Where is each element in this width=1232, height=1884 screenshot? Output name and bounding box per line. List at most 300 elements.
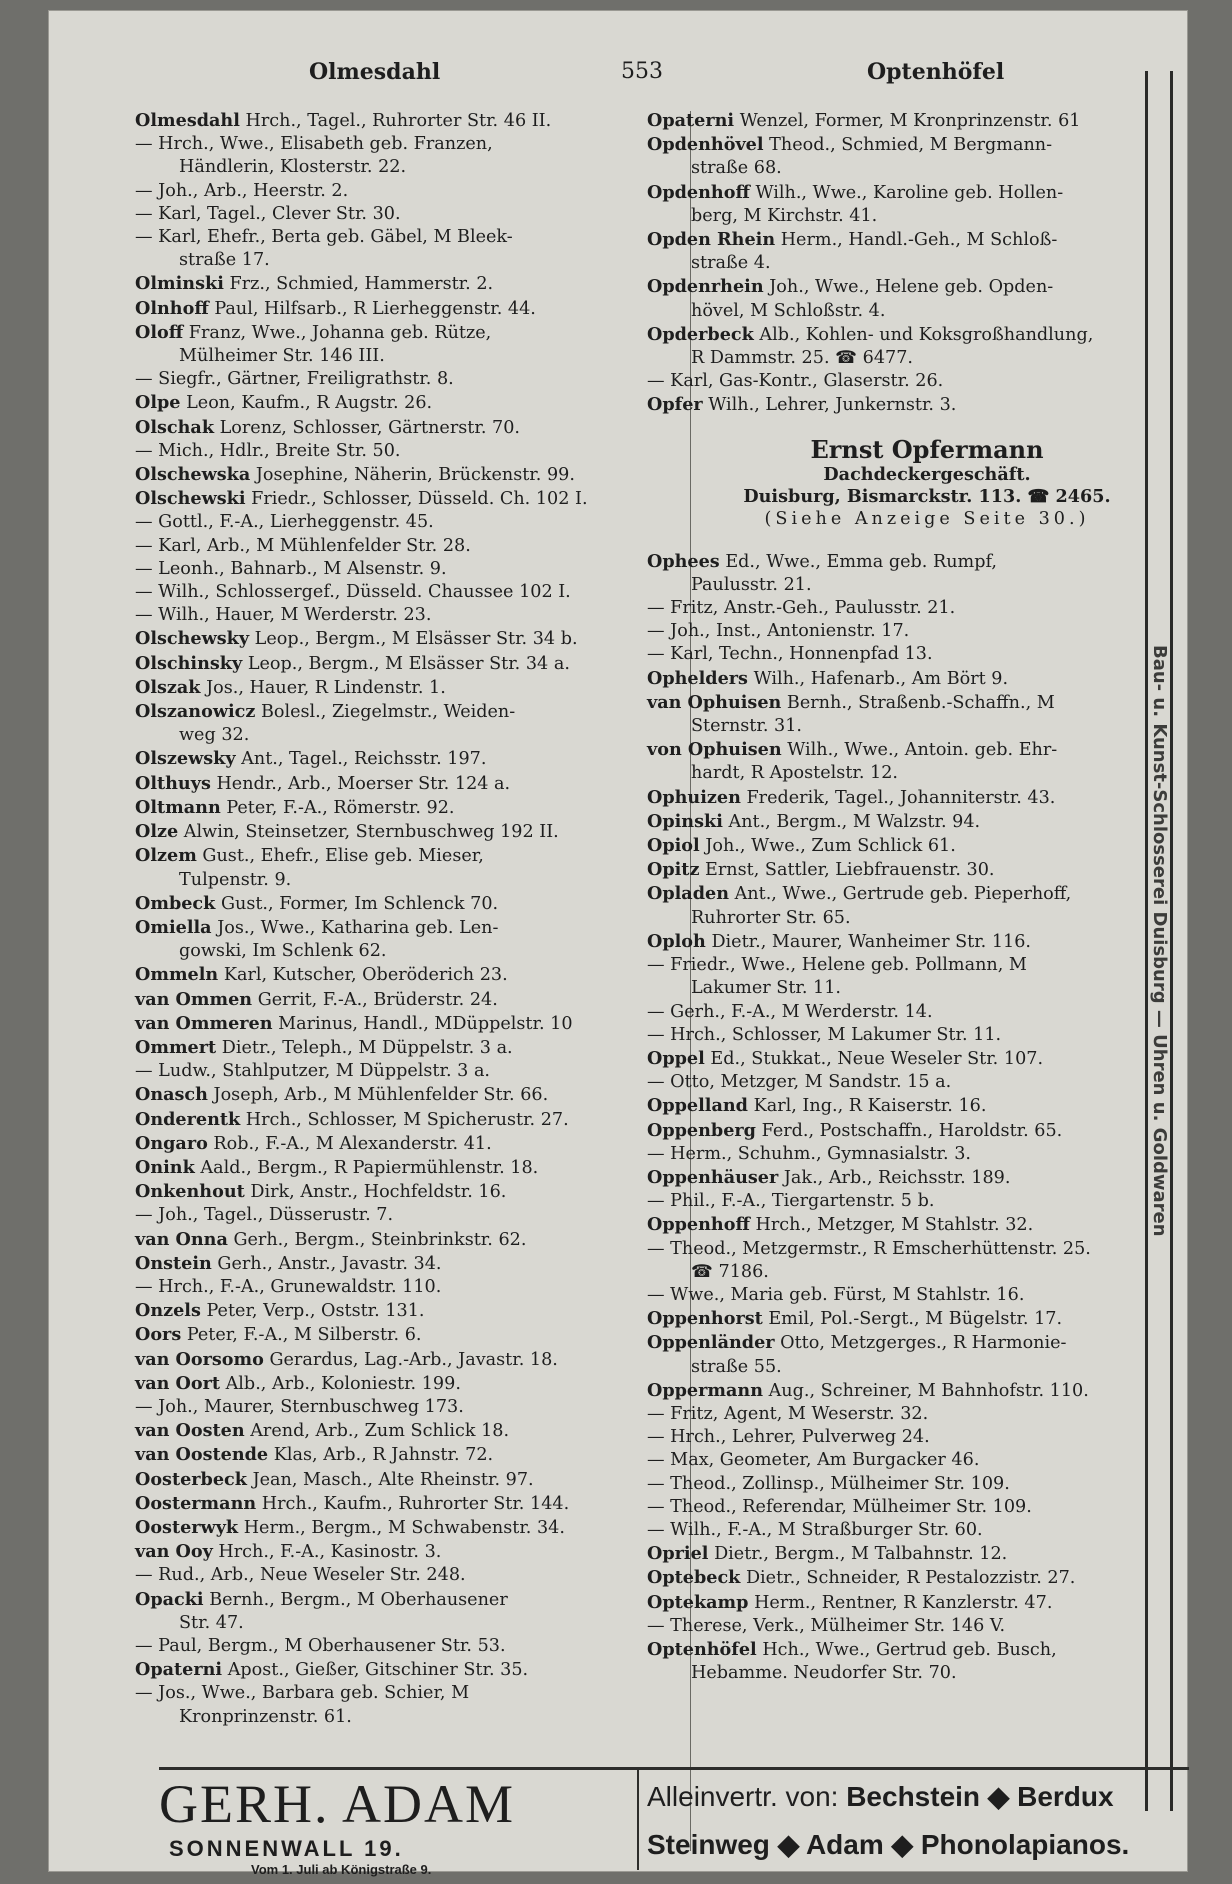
entry-details: Alb., Kohlen- und Koksgroßhandlung, xyxy=(759,324,1094,345)
directory-entry xyxy=(647,109,1207,133)
business-notice-box xyxy=(647,436,1207,530)
directory-entry xyxy=(135,700,695,724)
directory-entry xyxy=(135,1276,695,1299)
directory-entry xyxy=(135,581,695,604)
directory-entry xyxy=(647,597,1207,620)
entry-details: Bolesl., Ziegelmstr., Weiden- xyxy=(260,702,516,723)
directory-entry xyxy=(647,1143,1207,1166)
entry-surname: Oppermann xyxy=(647,1379,763,1401)
entry-details: Marinus, Handl., MDüppelstr. 10 xyxy=(278,1013,573,1034)
entry-details: Sternstr. 31. xyxy=(691,716,803,737)
directory-entry xyxy=(647,1024,1207,1047)
entry-surname: Oppelland xyxy=(647,1095,748,1117)
right-column xyxy=(647,109,1207,1685)
directory-entry xyxy=(135,1012,695,1036)
entry-details: Alb., Arb., Koloniestr. 199. xyxy=(225,1373,461,1394)
directory-entry xyxy=(135,1682,695,1705)
entry-details: Peter, F.-A., M Silberstr. 6. xyxy=(186,1325,422,1346)
directory-entry xyxy=(647,715,1207,738)
entry-surname: Onzels xyxy=(135,1300,201,1322)
directory-entry xyxy=(135,156,695,179)
header-right-keyword: Optenhöfel xyxy=(867,59,1005,85)
directory-entry xyxy=(135,1492,695,1516)
entry-details: Frederik, Tagel., Johanniterstr. 43. xyxy=(746,787,1056,808)
entry-surname: Opden Rhein xyxy=(647,229,776,251)
entry-details: weg 32. xyxy=(179,725,250,746)
entry-details: Tulpenstr. 9. xyxy=(179,869,292,890)
directory-entry xyxy=(647,762,1207,785)
entry-surname: van Oosten xyxy=(135,1420,245,1442)
entry-details: — Jos., Wwe., Barbara geb. Schier, M xyxy=(135,1683,470,1704)
entry-surname: Olmesdahl xyxy=(135,110,240,131)
entry-surname: Onstein xyxy=(135,1252,212,1274)
directory-entry xyxy=(647,667,1207,691)
entry-details: Dirk, Anstr., Hochfeldstr. 16. xyxy=(250,1182,507,1203)
entry-details: Gerh., Anstr., Javastr. 34. xyxy=(217,1253,442,1274)
ad-address: SONNENWALL 19. xyxy=(169,1836,404,1861)
directory-entry xyxy=(135,1036,695,1060)
directory-entry xyxy=(135,1516,695,1540)
directory-entry xyxy=(135,652,695,676)
directory-entry xyxy=(135,1323,695,1347)
entry-details: Lakumer Str. 11. xyxy=(691,978,842,999)
directory-entry xyxy=(647,550,1207,574)
directory-entry xyxy=(135,963,695,987)
directory-entry xyxy=(647,181,1207,205)
entry-surname: Optebeck xyxy=(647,1567,741,1589)
entry-details: — Joh., Maurer, Sternbuschweg 173. xyxy=(135,1396,464,1417)
entry-details: — Wwe., Maria geb. Fürst, M Stahlstr. 16. xyxy=(647,1284,1025,1305)
entry-details: Hrch., Tagel., Ruhrorter Str. 46 II. xyxy=(245,111,552,131)
entry-details: Händlerin, Klosterstr. 22. xyxy=(179,157,407,178)
directory-entry xyxy=(135,1612,695,1635)
entry-details: — Theod., Zollinsp., Mülheimer Str. 109. xyxy=(647,1473,1010,1494)
directory-entry xyxy=(135,180,695,203)
entry-details: Ant., Tagel., Reichsstr. 197. xyxy=(241,749,487,770)
entry-details: — Joh., Arb., Heerstr. 2. xyxy=(135,180,349,201)
entry-details: — Herm., Schuhm., Gymnasialstr. 3. xyxy=(647,1143,971,1164)
directory-entry xyxy=(135,676,695,700)
entry-details: Bernh., Bergm., M Oberhausener xyxy=(209,1589,508,1610)
entry-details: Bernh., Straßenb.-Schaffn., M xyxy=(786,692,1055,713)
directory-entry xyxy=(647,1638,1207,1662)
entry-details: Ernst, Sattler, Liebfrauenstr. 30. xyxy=(705,860,995,881)
directory-entry xyxy=(135,1083,695,1107)
left-column xyxy=(135,109,695,1729)
directory-entry xyxy=(135,604,695,627)
directory-entry xyxy=(647,370,1207,393)
directory-entry xyxy=(647,1496,1207,1519)
entry-details: — Theod., Referendar, Mülheimer Str. 109. xyxy=(647,1496,1032,1517)
entry-details: Hrch., F.-A., Kasinostr. 3. xyxy=(218,1542,442,1563)
entry-surname: Opdenrhein xyxy=(647,276,764,298)
entry-surname: Oppenhäuser xyxy=(647,1166,779,1188)
entry-surname: Oppenberg xyxy=(647,1119,756,1141)
entry-details: — Hrch., Lehrer, Pulverweg 24. xyxy=(647,1427,930,1448)
ad-line-2: Steinweg ◆ Adam ◆ Phonolapianos. xyxy=(647,1829,1130,1860)
entry-details: — Karl, Tagel., Clever Str. 30. xyxy=(135,203,401,224)
entry-details: — Mich., Hdlr., Breite Str. 50. xyxy=(135,440,401,461)
entry-details: — Otto, Metzger, M Sandstr. 15 a. xyxy=(647,1072,952,1093)
entry-surname: Oloff xyxy=(135,321,184,343)
entry-surname: Omiella xyxy=(135,916,212,938)
entry-details: Paulusstr. 21. xyxy=(691,574,812,595)
directory-entry xyxy=(647,1261,1207,1284)
directory-entry xyxy=(647,954,1207,977)
entry-surname: Ophelders xyxy=(647,667,748,689)
entry-details: — Wilh., Hauer, M Werderstr. 23. xyxy=(135,605,432,626)
entry-details: Otto, Metzgerges., R Harmonie- xyxy=(780,1333,1067,1354)
entry-surname: Olnhoff xyxy=(135,297,209,319)
entry-details: Aug., Schreiner, M Bahnhofstr. 110. xyxy=(768,1380,1089,1401)
directory-entry xyxy=(647,1331,1207,1355)
directory-entry xyxy=(647,1662,1207,1685)
entry-surname: Opdenhoff xyxy=(647,181,750,203)
directory-entry xyxy=(647,810,1207,834)
directory-entry xyxy=(647,1449,1207,1472)
directory-entry xyxy=(135,1372,695,1396)
entry-details: — Wilh., Schlossergef., Düsseld. Chaussee 102 I. xyxy=(135,582,571,603)
page-number: 553 xyxy=(621,59,663,84)
entry-details: — Max, Geometer, Am Burgacker 46. xyxy=(647,1450,980,1471)
directory-entry xyxy=(135,203,695,226)
entry-surname: Oltmann xyxy=(135,796,221,818)
directory-entry xyxy=(135,558,695,581)
directory-entry xyxy=(647,786,1207,810)
entry-surname: van Ommeren xyxy=(135,1012,273,1034)
entry-details: Arend, Arb., Zum Schlick 18. xyxy=(250,1421,510,1442)
entry-details: Leop., Bergm., M Elsässer Str. 34 a. xyxy=(247,653,570,674)
entry-details: Josephine, Näherin, Brückenstr. 99. xyxy=(255,465,575,486)
entry-surname: Oppenhorst xyxy=(647,1308,763,1330)
entry-surname: Oosterbeck xyxy=(135,1468,247,1490)
directory-entry xyxy=(135,272,695,296)
entry-surname: Olze xyxy=(135,821,179,843)
ad-line-1 xyxy=(647,1780,1114,1814)
directory-entry xyxy=(135,916,695,940)
entry-surname: Olszak xyxy=(135,676,201,698)
entry-details: Paul, Hilfsarb., R Lierheggenstr. 44. xyxy=(214,298,536,319)
entry-surname: Olschewski xyxy=(135,488,246,510)
directory-entry xyxy=(135,109,695,133)
entry-surname: Olschewska xyxy=(135,464,251,486)
entry-surname: Optekamp xyxy=(647,1591,749,1613)
directory-entry xyxy=(135,844,695,868)
directory-entry xyxy=(647,738,1207,762)
directory-entry xyxy=(135,1180,695,1204)
entry-details: Lorenz, Schlosser, Gärtnerstr. 70. xyxy=(219,417,520,438)
entry-details: — Ludw., Stahlputzer, M Düppelstr. 3 a. xyxy=(135,1061,491,1082)
entry-details: Wenzel, Former, M Kronprinzenstr. 61 xyxy=(739,111,1081,131)
entry-details: Wilh., Wwe., Antoin. geb. Ehr- xyxy=(787,740,1058,761)
directory-entry xyxy=(647,133,1207,157)
ad-note: Vom 1. Juli ab Königstraße 9. xyxy=(251,1862,432,1877)
directory-entry xyxy=(135,869,695,892)
directory-entry xyxy=(647,1519,1207,1542)
directory-entry xyxy=(135,1468,695,1492)
entry-details: Kronprinzenstr. 61. xyxy=(179,1706,352,1727)
entry-surname: Opriel xyxy=(647,1543,709,1565)
entry-details: — Hrch., F.-A., Grunewaldstr. 110. xyxy=(135,1276,442,1297)
directory-entry xyxy=(135,627,695,651)
directory-entry xyxy=(135,1635,695,1658)
entry-surname: Ommeln xyxy=(135,964,219,986)
footer-advertisement xyxy=(159,1767,1189,1877)
directory-entry xyxy=(647,1190,1207,1213)
entry-details: — Joh., Inst., Antonienstr. 17. xyxy=(647,621,910,642)
entry-surname: Onink xyxy=(135,1156,195,1178)
directory-entry xyxy=(135,1588,695,1612)
directory-entry xyxy=(647,1615,1207,1638)
entry-details: Hch., Wwe., Gertrud geb. Busch, xyxy=(762,1639,1057,1660)
header-left-keyword: Olmesdahl xyxy=(309,59,441,85)
directory-entry xyxy=(647,1284,1207,1307)
entry-details: — Leonh., Bahnarb., M Alsenstr. 9. xyxy=(135,558,447,579)
entry-details: Aald., Bergm., R Papiermühlenstr. 18. xyxy=(200,1157,539,1178)
entry-surname: Ommert xyxy=(135,1036,217,1058)
entry-details: Wilh., Hafenarb., Am Bört 9. xyxy=(753,668,1009,689)
directory-entry xyxy=(135,1060,695,1083)
entry-details: Joh., Wwe., Zum Schlick 61. xyxy=(705,836,956,857)
entry-details: Jean, Masch., Alte Rheinstr. 97. xyxy=(252,1469,534,1490)
entry-details: — Fritz, Anstr.-Geh., Paulusstr. 21. xyxy=(647,598,956,619)
directory-entry xyxy=(647,275,1207,299)
directory-entry xyxy=(135,1419,695,1443)
directory-entry xyxy=(135,724,695,747)
entry-surname: Opaterni xyxy=(647,110,735,131)
entry-details: Ruhrorter Str. 65. xyxy=(691,907,851,928)
entry-details: Hrch., Kaufm., Ruhrorter Str. 144. xyxy=(261,1493,570,1514)
entry-details: Emil, Pol.-Sergt., M Bügelstr. 17. xyxy=(768,1309,1063,1330)
entry-details: — Gottl., F.-A., Lierheggenstr. 45. xyxy=(135,512,434,533)
directory-entry xyxy=(135,1706,695,1729)
entry-surname: Ophuizen xyxy=(647,786,741,808)
directory-entry xyxy=(135,440,695,463)
entry-details: Frz., Schmied, Hammerstr. 2. xyxy=(229,274,494,295)
directory-entry xyxy=(647,1166,1207,1190)
entry-surname: Olzem xyxy=(135,845,197,867)
notice-note: (Siehe Anzeige Seite 30.) xyxy=(764,508,1090,529)
directory-entry xyxy=(647,834,1207,858)
directory-entry xyxy=(135,1132,695,1156)
directory-entry xyxy=(647,1356,1207,1379)
directory-entry xyxy=(135,747,695,771)
entry-surname: Oppenhoff xyxy=(647,1214,750,1236)
directory-entry xyxy=(135,535,695,558)
directory-entry xyxy=(135,249,695,272)
directory-entry xyxy=(647,907,1207,930)
directory-entry xyxy=(135,1156,695,1180)
entry-surname: Olszanowicz xyxy=(135,701,256,723)
entry-details: — Karl, Ehefr., Berta geb. Gäbel, M Bleek- xyxy=(135,227,513,248)
directory-entry xyxy=(647,1071,1207,1094)
entry-details: Dietr., Bergm., M Talbahnstr. 12. xyxy=(714,1544,1008,1565)
ad-divider xyxy=(637,1770,639,1870)
directory-entry xyxy=(647,1213,1207,1237)
entry-details: Franz, Wwe., Johanna geb. Rütze, xyxy=(188,322,492,343)
directory-entry xyxy=(647,1379,1207,1403)
entry-surname: van Ophuisen xyxy=(647,691,782,713)
entry-surname: Ongaro xyxy=(135,1132,208,1154)
entry-surname: Opaterni xyxy=(135,1659,223,1681)
directory-entry xyxy=(135,416,695,440)
directory-entry xyxy=(135,1108,695,1132)
entry-surname: Opitz xyxy=(647,859,700,881)
directory-entry xyxy=(647,1119,1207,1143)
entry-surname: Opacki xyxy=(135,1588,204,1610)
directory-entry xyxy=(647,1566,1207,1590)
directory-entry xyxy=(135,368,695,391)
entry-surname: Optenhöfel xyxy=(647,1638,757,1660)
entry-surname: Olschak xyxy=(135,416,215,438)
entry-surname: Ombeck xyxy=(135,892,216,914)
entry-surname: Olminski xyxy=(135,273,224,295)
directory-entry xyxy=(647,691,1207,715)
directory-page xyxy=(48,10,1188,1877)
entry-details: Rob., F.-A., M Alexanderstr. 41. xyxy=(213,1133,492,1154)
entry-surname: van Onna xyxy=(135,1228,228,1250)
directory-entry xyxy=(135,820,695,844)
entry-details: Ed., Stukkat., Neue Weseler Str. 107. xyxy=(710,1048,1044,1069)
entry-details: Dietr., Schneider, R Pestalozzistr. 27. xyxy=(745,1568,1076,1589)
entry-surname: Olschewsky xyxy=(135,628,250,650)
entry-details: Gust., Former, Im Schlenck 70. xyxy=(220,893,499,914)
entry-surname: Onderentk xyxy=(135,1108,241,1130)
entry-details: Klas, Arb., R Jahnstr. 72. xyxy=(273,1445,494,1466)
entry-details: ☎ 7186. xyxy=(691,1261,769,1282)
entry-surname: Opdenhövel xyxy=(647,134,764,156)
directory-entry xyxy=(647,858,1207,882)
entry-surname: van Ommen xyxy=(135,988,253,1010)
entry-details: Herm., Handl.-Geh., M Schloß- xyxy=(780,230,1058,251)
directory-entry xyxy=(647,347,1207,370)
entry-surname: Ophees xyxy=(647,550,720,572)
entry-details: Herm., Bergm., M Schwabenstr. 34. xyxy=(243,1517,565,1538)
directory-entry xyxy=(647,620,1207,643)
entry-details: Friedr., Schlosser, Düsseld. Ch. 102 I. xyxy=(251,489,588,510)
entry-details: Str. 47. xyxy=(179,1612,244,1633)
entry-surname: Opinski xyxy=(647,810,723,832)
entry-surname: Opladen xyxy=(647,883,729,905)
entry-details: — Theod., Metzgermstr., R Emscherhüttenstr. 25. xyxy=(647,1238,1091,1259)
directory-entry xyxy=(135,1396,695,1419)
entry-surname: Olszewsky xyxy=(135,748,236,770)
entry-details: hövel, M Schloßstr. 4. xyxy=(691,300,886,321)
directory-entry xyxy=(135,297,695,321)
notice-address: Duisburg, Bismarckstr. 113. ☎ 2465. xyxy=(743,485,1111,507)
entry-details: Hebamme. Neudorfer Str. 70. xyxy=(691,1663,957,1684)
directory-entry xyxy=(647,1591,1207,1615)
entry-surname: Olschinsky xyxy=(135,652,243,674)
directory-entry xyxy=(135,321,695,345)
entry-details: straße 55. xyxy=(691,1356,782,1377)
directory-entry xyxy=(135,1658,695,1682)
directory-entry xyxy=(135,1540,695,1564)
entry-details: — Siegfr., Gärtner, Freiligrathstr. 8. xyxy=(135,369,454,390)
entry-surname: Olpe xyxy=(135,392,181,414)
entry-details: Mülheimer Str. 146 III. xyxy=(179,346,385,367)
entry-details: Peter, F.-A., Römerstr. 92. xyxy=(226,797,455,818)
entry-details: — Hrch., Wwe., Elisabeth geb. Franzen, xyxy=(135,134,493,155)
entry-surname: van Oorsomo xyxy=(135,1348,264,1370)
entry-details: Leon, Kaufm., R Augstr. 26. xyxy=(186,393,433,414)
entry-details: Gerrit, F.-A., Brüderstr. 24. xyxy=(257,989,498,1010)
directory-entry xyxy=(135,391,695,415)
entry-surname: Opiol xyxy=(647,835,700,857)
directory-entry xyxy=(647,1542,1207,1566)
notice-business: Dachdeckergeschäft. xyxy=(823,463,1031,485)
entry-details: R Dammstr. 25. ☎ 6477. xyxy=(691,348,914,369)
entry-details: Hrch., Schlosser, M Spicherustr. 27. xyxy=(245,1109,569,1130)
entry-details: — Phil., F.-A., Tiergartenstr. 5 b. xyxy=(647,1191,935,1212)
entry-details: Leop., Bergm., M Elsässer Str. 34 b. xyxy=(254,629,578,650)
entry-details: — Paul, Bergm., M Oberhausener Str. 53. xyxy=(135,1636,506,1656)
directory-entry xyxy=(647,1094,1207,1118)
entry-details: — Rud., Arb., Neue Weseler Str. 248. xyxy=(135,1565,466,1586)
entry-details: Ant., Wwe., Gertrude geb. Pieperhoff, xyxy=(734,884,1072,905)
entry-details: Ed., Wwe., Emma geb. Rumpf, xyxy=(725,551,997,572)
entry-details: Wilh., Lehrer, Junkernstr. 3. xyxy=(708,395,957,416)
entry-surname: van Ooy xyxy=(135,1541,213,1563)
entry-details: Jak., Arb., Reichsstr. 189. xyxy=(783,1167,1011,1188)
directory-entry xyxy=(647,157,1207,180)
entry-details: — Hrch., Schlosser, M Lakumer Str. 11. xyxy=(647,1024,1002,1045)
entry-details: hardt, R Apostelstr. 12. xyxy=(691,763,899,784)
entry-surname: von Ophuisen xyxy=(647,739,782,761)
directory-entry xyxy=(647,574,1207,597)
entry-details: — Karl, Gas-Kontr., Glaserstr. 26. xyxy=(647,371,944,392)
directory-entry xyxy=(135,226,695,249)
entry-surname: van Oostende xyxy=(135,1444,269,1466)
right-column-entries-bottom xyxy=(647,550,1207,1686)
directory-entry xyxy=(647,1473,1207,1496)
ad-line-1-brands: Bechstein ◆ Berdux xyxy=(846,1781,1114,1812)
directory-entry xyxy=(135,487,695,511)
directory-entry xyxy=(135,1348,695,1372)
directory-entry xyxy=(647,1238,1207,1261)
entry-details: Jos., Wwe., Katharina geb. Len- xyxy=(217,917,499,938)
directory-entry xyxy=(135,133,695,156)
entry-details: Joh., Wwe., Helene geb. Opden- xyxy=(769,277,1054,298)
entry-details: Gerardus, Lag.-Arb., Javastr. 18. xyxy=(269,1349,558,1370)
directory-entry xyxy=(135,1564,695,1587)
directory-entry xyxy=(647,1426,1207,1449)
directory-entry xyxy=(647,1001,1207,1024)
entry-details: straße 68. xyxy=(691,158,782,179)
directory-entry xyxy=(647,393,1207,417)
directory-entry xyxy=(135,1252,695,1276)
entry-surname: Opfer xyxy=(647,394,703,416)
directory-entry xyxy=(135,892,695,916)
entry-details: — Therese, Verk., Mülheimer Str. 146 V. xyxy=(647,1615,1006,1636)
directory-entry xyxy=(135,1228,695,1252)
ad-company-name: GERH. ADAM xyxy=(159,1774,516,1834)
entry-details: straße 17. xyxy=(179,250,270,271)
entry-details: Dietr., Teleph., M Düppelstr. 3 a. xyxy=(221,1037,513,1058)
entry-details: Joseph, Arb., M Mühlenfelder Str. 66. xyxy=(213,1085,549,1106)
directory-entry xyxy=(647,205,1207,228)
entry-surname: Olthuys xyxy=(135,772,211,794)
directory-entry xyxy=(135,1443,695,1467)
directory-entry xyxy=(135,511,695,534)
directory-entry xyxy=(647,882,1207,906)
directory-entry xyxy=(647,323,1207,347)
entry-details: Apost., Gießer, Gitschiner Str. 35. xyxy=(227,1660,529,1681)
page-header xyxy=(49,59,1187,99)
entry-details: Jos., Hauer, R Lindenstr. 1. xyxy=(206,677,446,698)
entry-details: — Gerh., F.-A., M Werderstr. 14. xyxy=(647,1001,933,1022)
entry-details: berg, M Kirchstr. 41. xyxy=(691,205,878,226)
